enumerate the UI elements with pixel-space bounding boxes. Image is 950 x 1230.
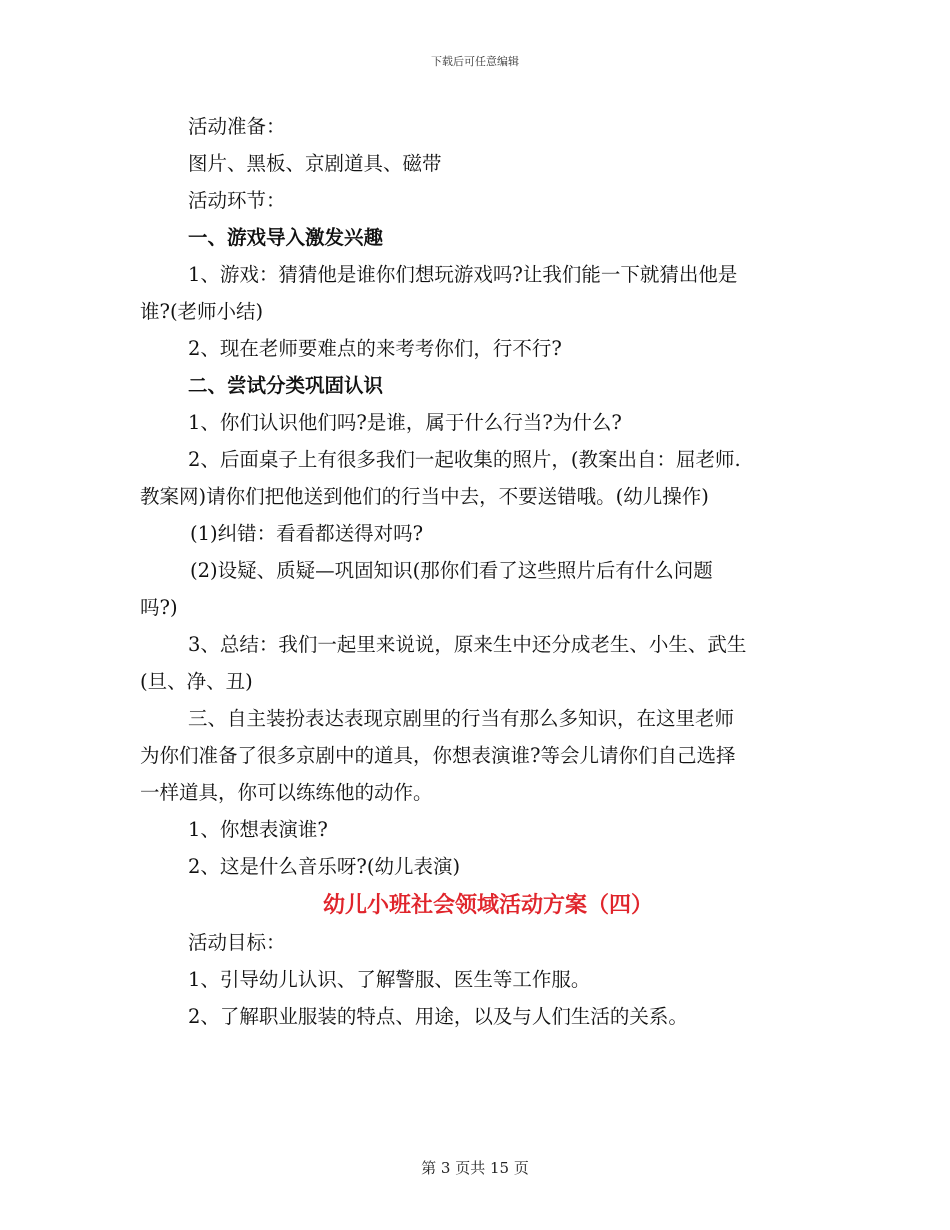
paragraph-line: 2、现在老师要难点的来考考你们，行不行? <box>188 337 562 360</box>
paragraph-line: 活动环节： <box>188 189 286 212</box>
document-body <box>140 108 812 1035</box>
paragraph-line: 1、游戏：猜猜他是谁你们想玩游戏吗?让我们能一下就猜出他是 <box>188 263 738 286</box>
paragraph-line: (1)纠错：看看都送得对吗? <box>190 522 424 545</box>
paragraph-line: 活动目标： <box>188 931 286 954</box>
paragraph-line: 教案网)请你们把他送到他们的行当中去，不要送错哦。(幼儿操作) <box>140 485 709 508</box>
paragraph-line: 1、你们认识他们吗?是谁，属于什么行当?为什么? <box>188 411 622 434</box>
paragraph-line: 1、你想表演谁? <box>188 818 328 841</box>
paragraph-line: 2、这是什么音乐呀?(幼儿表演) <box>188 855 461 878</box>
paragraph-line: 活动准备： <box>188 115 286 138</box>
paragraph-line: 三、自主装扮表达表现京剧里的行当有那么多知识，在这里老师 <box>188 707 735 730</box>
paragraph-line: (旦、净、丑) <box>140 670 253 693</box>
paragraph-line: 一样道具，你可以练练他的动作。 <box>140 781 433 804</box>
paragraph-line: 吗?) <box>140 596 178 619</box>
paragraph-line: (2)设疑、质疑—巩固知识(那你们看了这些照片后有什么问题 <box>190 559 713 582</box>
section-heading: 一、游戏导入激发兴趣 <box>188 226 384 249</box>
paragraph-line: 谁?(老师小结) <box>140 300 264 323</box>
paragraph-line: 3、总结：我们一起里来说说，原来生中还分成老生、小生、武生 <box>188 633 747 656</box>
paragraph-line: 2、了解职业服装的特点、用途，以及与人们生活的关系。 <box>188 1005 688 1028</box>
page-header: 下载后可任意编辑 <box>431 55 519 68</box>
section-heading: 二、尝试分类巩固认识 <box>188 374 384 397</box>
paragraph-line: 2、后面桌子上有很多我们一起收集的照片，(教案出自：屈老师. <box>188 448 741 471</box>
paragraph-line: 为你们准备了很多京剧中的道具，你想表演谁?等会儿请你们自己选择 <box>140 744 736 767</box>
page-footer: 第 3 页共 15 页 <box>421 1159 529 1177</box>
section-title: 幼儿小班社会领域活动方案（四） <box>322 892 653 918</box>
paragraph-line: 图片、黑板、京剧道具、磁带 <box>188 152 442 175</box>
paragraph-line: 1、引导幼儿认识、了解警服、医生等工作服。 <box>188 968 591 991</box>
